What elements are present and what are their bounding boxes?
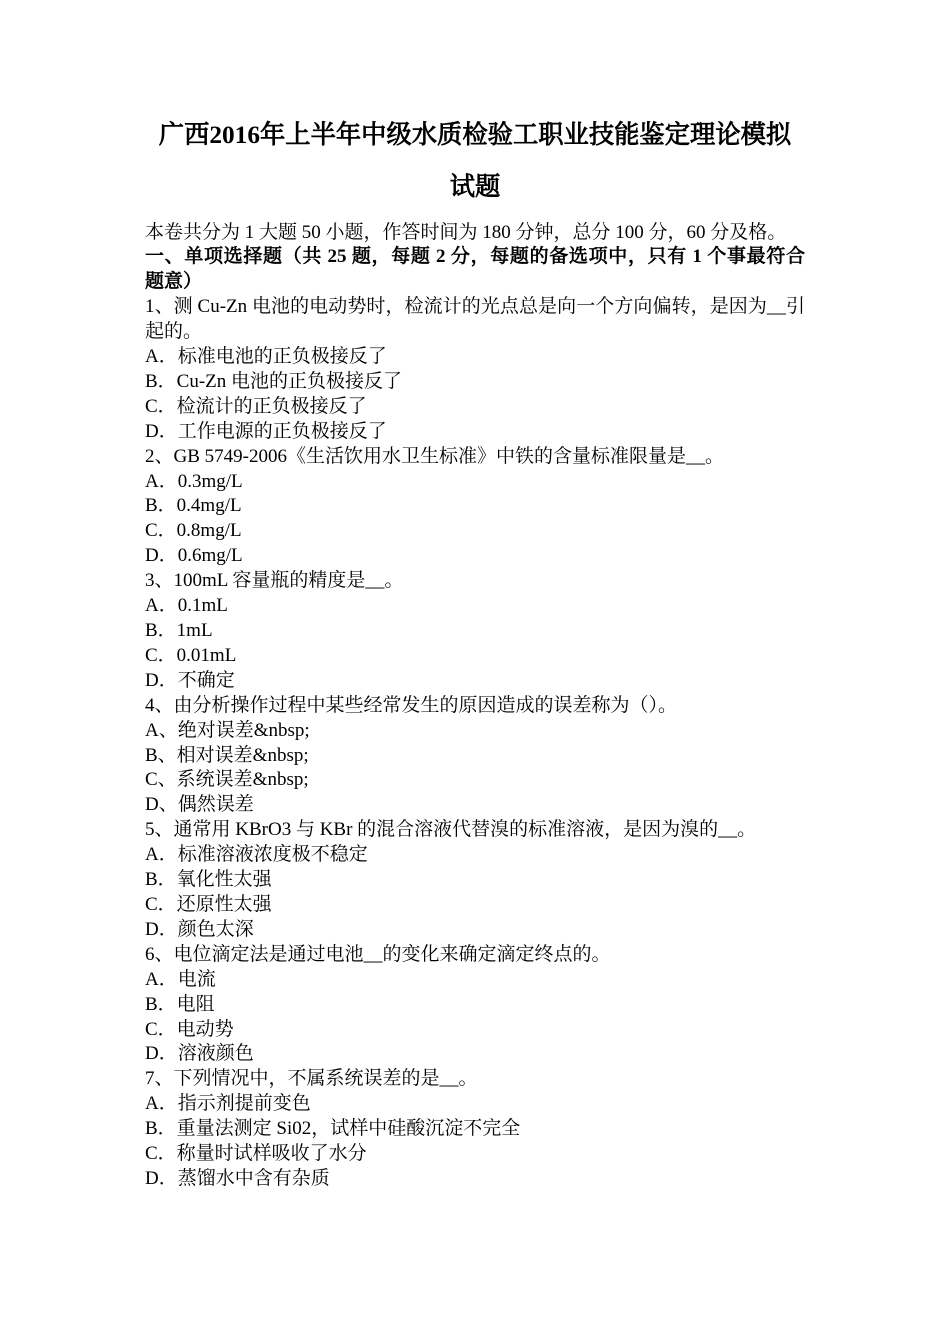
question-2-option-c: C．0.8mg/L bbox=[145, 520, 242, 542]
question-3-option-d: D．不确定 bbox=[145, 669, 235, 691]
question-5-option-d: D．颜色太深 bbox=[145, 918, 254, 940]
question-7-option-a: A．指示剂提前变色 bbox=[145, 1093, 311, 1115]
question-3-option-a: A．0.1mL bbox=[145, 595, 228, 617]
title-line-2: 试题 bbox=[449, 173, 501, 201]
question-3 bbox=[145, 569, 805, 694]
question-2 bbox=[145, 445, 805, 570]
question-7-stem: 7、下列情况中，不属系统误差的是__。 bbox=[145, 1068, 478, 1090]
question-1-option-a: A．标准电池的正负极接反了 bbox=[145, 346, 387, 368]
question-2-stem: 2、GB 5749-2006《生活饮用水卫生标准》中铁的含量标准限量是__。 bbox=[145, 445, 724, 467]
question-1 bbox=[145, 295, 805, 444]
doc-body bbox=[145, 221, 805, 1192]
question-7-option-d: D．蒸馏水中含有杂质 bbox=[145, 1167, 330, 1189]
question-3-option-c: C．0.01mL bbox=[145, 644, 237, 666]
question-5-stem: 5、通常用 KBrO3 与 KBr 的混合溶液代替溴的标准溶液，是因为溴的__。 bbox=[145, 819, 757, 841]
question-2-option-b: B．0.4mg/L bbox=[145, 495, 242, 517]
question-4-option-c: C、系统误差&nbsp; bbox=[145, 769, 309, 791]
question-4-stem: 4、由分析操作过程中某些经常发生的原因造成的误差称为（）。 bbox=[145, 694, 678, 716]
title-line-1: 广西2016年上半年中级水质检验工职业技能鉴定理论模拟 bbox=[158, 121, 792, 149]
question-6-stem: 6、电位滴定法是通过电池__的变化来确定滴定终点的。 bbox=[145, 943, 611, 965]
question-7 bbox=[145, 1067, 805, 1192]
question-5-option-b: B．氧化性太强 bbox=[145, 869, 272, 891]
question-6-option-a: A．电流 bbox=[145, 968, 216, 990]
section-heading bbox=[145, 245, 805, 295]
section-heading-line-2: 题意） bbox=[145, 271, 203, 293]
question-4-option-a: A、绝对误差&nbsp; bbox=[145, 719, 310, 741]
question-1-option-c: C．检流计的正负极接反了 bbox=[145, 395, 367, 417]
question-1-option-b: B．Cu-Zn 电池的正负极接反了 bbox=[145, 370, 403, 392]
question-1-stem-line-1: 1、测 Cu-Zn 电池的电动势时，检流计的光点总是向一个方向偏转，是因为__引 bbox=[145, 296, 805, 318]
question-4-option-d: D、偶然误差 bbox=[145, 794, 254, 816]
question-2-option-a: A．0.3mg/L bbox=[145, 470, 243, 492]
question-2-option-d: D．0.6mg/L bbox=[145, 545, 243, 567]
question-6-option-c: C．电动势 bbox=[145, 1018, 234, 1040]
question-6-option-d: D．溶液颜色 bbox=[145, 1043, 254, 1065]
question-1-stem-line-2: 起的。 bbox=[145, 321, 203, 343]
doc-title bbox=[145, 109, 805, 213]
intro-text: 本卷共分为 1 大题 50 小题，作答时间为 180 分钟，总分 100 分，60 分及格。 bbox=[145, 221, 787, 243]
question-6-option-b: B．电阻 bbox=[145, 993, 215, 1015]
question-4-option-b: B、相对误差&nbsp; bbox=[145, 744, 309, 766]
question-5 bbox=[145, 818, 805, 943]
section-heading-line-1: 一、单项选择题（共 25 题，每题 2 分，每题的备选项中，只有 1 个事最符合 bbox=[145, 246, 805, 268]
question-5-option-c: C．还原性太强 bbox=[145, 893, 272, 915]
question-5-option-a: A．标准溶液浓度极不稳定 bbox=[145, 844, 368, 866]
question-6 bbox=[145, 943, 805, 1068]
question-4 bbox=[145, 694, 805, 819]
question-7-option-c: C．称量时试样吸收了水分 bbox=[145, 1143, 367, 1165]
question-1-option-d: D．工作电源的正负极接反了 bbox=[145, 420, 387, 442]
question-7-option-b: B．重量法测定 Si02，试样中硅酸沉淀不完全 bbox=[145, 1118, 521, 1140]
question-3-option-b: B．1mL bbox=[145, 620, 213, 641]
question-3-stem: 3、100mL 容量瓶的精度是__。 bbox=[145, 570, 404, 592]
